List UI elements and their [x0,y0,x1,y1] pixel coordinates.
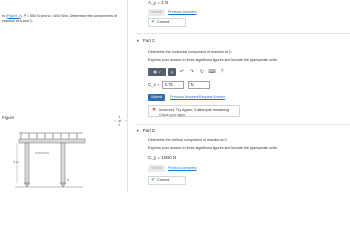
beam [19,139,85,143]
part-d-answer: C_y = 1800 N [148,155,177,160]
left-dimension-label: 3 m [13,160,19,164]
part-c-unit-input[interactable]: N [188,81,210,89]
keyboard-icon[interactable]: ⌨ [208,68,216,75]
sqrt-icon: √ [158,69,161,74]
part-d-status-text: Correct [157,178,170,182]
problem-prefix: In ( [2,14,8,18]
incorrect-x-icon: ✕ [152,107,157,113]
support-a [24,183,30,187]
part-b-answer: A_y = 2 N [148,0,169,5]
next-figure-button[interactable]: > [124,119,127,123]
problem-statement [2,14,124,23]
part-b-submit-button[interactable]: Submit [148,9,165,16]
help-icon[interactable]: ? [220,68,224,75]
part-c-incorrect-feedback [148,105,240,117]
part-d-submit-button[interactable]: Submit [148,165,165,172]
part-d-question: Determine the vertical component of reaction at C. [148,138,229,142]
part-b-correct-feedback [148,18,186,27]
mu-icon: μ [171,69,173,74]
part-d-correct-feedback [148,176,186,185]
prev-figure-button[interactable]: < [114,119,117,123]
divider [136,33,350,34]
right-column [61,143,65,183]
figure-heading: Figure [2,115,15,120]
answer-pane [136,0,350,192]
incorrect-hint: Check your signs. [159,112,186,117]
fraction-icon: ▦ [153,69,157,74]
figure-pager [114,115,127,127]
part-d-title: Part D [142,128,156,133]
part-c-previous-answers-link[interactable]: Previous Answers [170,95,199,99]
units-button[interactable] [168,68,176,76]
collapse-triangle-icon: ▼ [136,39,140,43]
part-d-previous-answers-link[interactable]: Previous Answers [168,166,197,170]
part-c-value-input[interactable]: 0.75 [162,81,184,89]
part-c-answer-row [148,80,210,89]
check-icon: ✔ [151,177,156,183]
part-c-title: Part C [142,38,156,43]
undo-icon[interactable]: ↶ [179,68,185,75]
part-c-variable: C_x = [148,82,160,87]
part-b-previous-answers-link[interactable]: Previous Answers [168,10,197,14]
collapse-triangle-icon: ▼ [136,129,140,133]
reset-icon[interactable]: ↻ [199,68,205,75]
part-d-header[interactable] [136,128,155,133]
part-c-header[interactable] [136,38,155,43]
part-c-request-answer-link[interactable]: Request Answer [199,95,226,99]
part-c-submit-button[interactable]: Submit [148,94,165,101]
pager-text: 1 of 1 [118,115,122,127]
math-toolbar [148,67,228,76]
part-c-instruction: Express your answer to three significant figures and include the appropriate units. [148,58,278,62]
problem-pane [0,0,128,192]
templates-button[interactable] [148,68,166,76]
point-c-label: C [67,178,70,182]
part-d-instruction: Express your answer to three significant figures and include the appropriate units. [148,146,278,150]
part-c-question: Determine the horizontal component of reaction at C. [148,50,233,54]
figure-link[interactable]: Figure 1 [7,14,21,18]
part-b-status-text: Correct [157,20,170,24]
redo-icon[interactable]: ↷ [189,68,195,75]
problem-text: ), P = 650 N and w = 600 N/m. Determine the components of reaction at A and C. [2,14,118,23]
left-column [25,143,29,183]
incorrect-title: Incorrect; Try Again; 3 attempts remaining [159,107,230,112]
distributed-load [19,133,83,139]
support-c [60,183,66,187]
divider [136,124,350,125]
frame-figure [13,125,103,191]
check-icon: ✔ [151,19,156,25]
